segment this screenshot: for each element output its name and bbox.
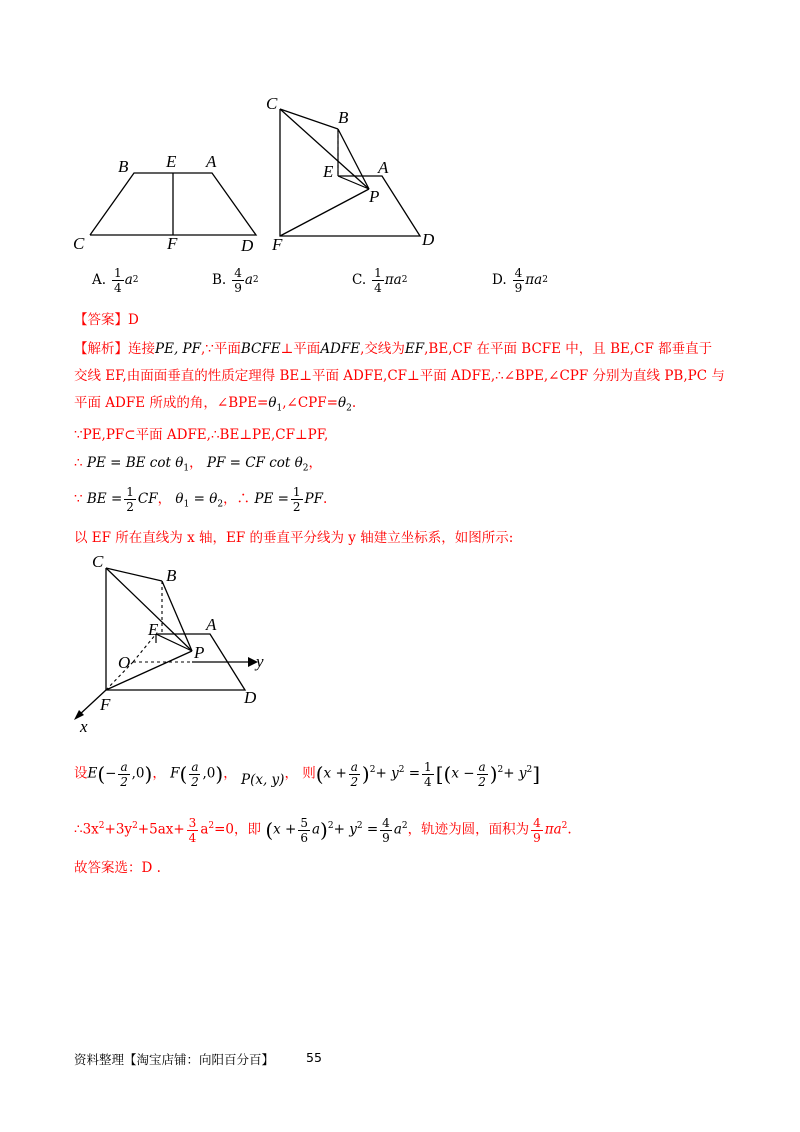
analysis-line-2: 交线 EF,由面面垂直的性质定理得 BE⊥平面 ADFE,CF⊥平面 ADFE,∴∠BPE,∠CPF 分别为直线 PB,PC 与 [74, 368, 725, 384]
option-letter: C. [352, 272, 367, 288]
option-letter: A. [92, 272, 107, 288]
label-A: A [378, 158, 389, 177]
analysis-line-6: ∵ BE = $\frac{1}{2}$ CF， $\theta_1 = \theta_2$，∴ PE = $\frac{1}{2}$ PF. [74, 485, 328, 514]
option-b[interactable]: B. $\frac{4}{9}$ a 2 [212, 265, 259, 295]
footer-source: 资料整理【淘宝店铺：向阳百分百】 [74, 1052, 275, 1067]
label-B: B [338, 108, 349, 127]
analysis-line-1: 【解析】连接PE, PF,∵平面BCFE⊥平面ADFE,交线为EF,BE,CF 在平面 BCFE 中，且 BE,CF 都垂直于 [74, 341, 713, 357]
label-D: D [241, 236, 254, 255]
option-c[interactable]: C. $\frac{1}{4}$ πa 2 [352, 265, 408, 295]
label-O: O [118, 653, 131, 672]
label-B: B [166, 566, 177, 585]
answer-label: 【答案】 [74, 312, 128, 328]
analysis-line-4: ∵PE,PF⊂平面 ADFE,∴BE⊥PE,CF⊥PF, [74, 427, 329, 443]
label-A: A [206, 152, 217, 171]
analysis-label: 【解析】 [74, 341, 128, 357]
analysis-line-3: 平面 ADFE 所成的角，$\angle BPE=\theta_1,\angle CPF=\theta_2$. [74, 395, 357, 414]
label-y: y [256, 652, 264, 671]
label-C: C [92, 552, 104, 571]
analysis-line-10: 故答案选：D . [74, 860, 161, 876]
label-F: F [167, 234, 178, 253]
label-E: E [323, 162, 334, 181]
label-C: C [73, 234, 85, 253]
label-B: B [118, 157, 129, 176]
label-E: E [148, 620, 159, 639]
label-P: P [194, 643, 205, 662]
label-D: D [244, 688, 257, 707]
label-D: D [422, 230, 435, 249]
label-A: A [206, 615, 217, 634]
page-number: 55 [306, 1050, 322, 1065]
label-E: E [166, 152, 177, 171]
answer-value: D [128, 312, 139, 328]
figure-coordinate [70, 550, 280, 735]
analysis-line-5: ∴ PE = BE $\cot \theta_1$， PF = CF $\cot \theta_2$， [74, 455, 322, 474]
label-F: F [272, 235, 283, 252]
answer-line [74, 310, 139, 330]
label-C: C [266, 94, 278, 113]
option-a[interactable]: A. $\frac{1}{4}$ a 2 [92, 265, 139, 295]
figure-trapezoid [70, 150, 270, 255]
label-F: F [100, 695, 111, 714]
label-x: x [80, 717, 88, 735]
analysis-line-8: 设E(− $\frac{a}{2}$ ,0)， F( $\frac{a}{2}$ ,0)， P(x, y)， 则(x + $\frac{a}{2}$ )$^2+ y^2$ = $\frac{1}{4}$ [(x − $\frac{a}{2}$ )$^2+ y^2$] [74, 759, 541, 789]
option-letter: B. [212, 272, 227, 288]
option-d[interactable]: D. $\frac{4}{9}$ πa 2 [492, 265, 548, 295]
label-P: P [369, 187, 380, 206]
option-letter: D. [492, 272, 507, 288]
figure-folded [262, 92, 452, 252]
analysis-line-7: 以 EF 所在直线为 x 轴，EF 的垂直平分线为 y 轴建立坐标系，如图所示: [74, 530, 514, 546]
analysis-line-9: $\therefore 3x^2+3y^2+5ax+$ $\frac{3}{4}$ $a^2=0$，即 (x + $\frac{5}{6}$ $a)^2+ y^2$ = $\frac{4}{9}$ $a^2$，轨迹为圆，面积为 $\frac{4}{9}$ $\pi a^2$. [74, 815, 572, 845]
